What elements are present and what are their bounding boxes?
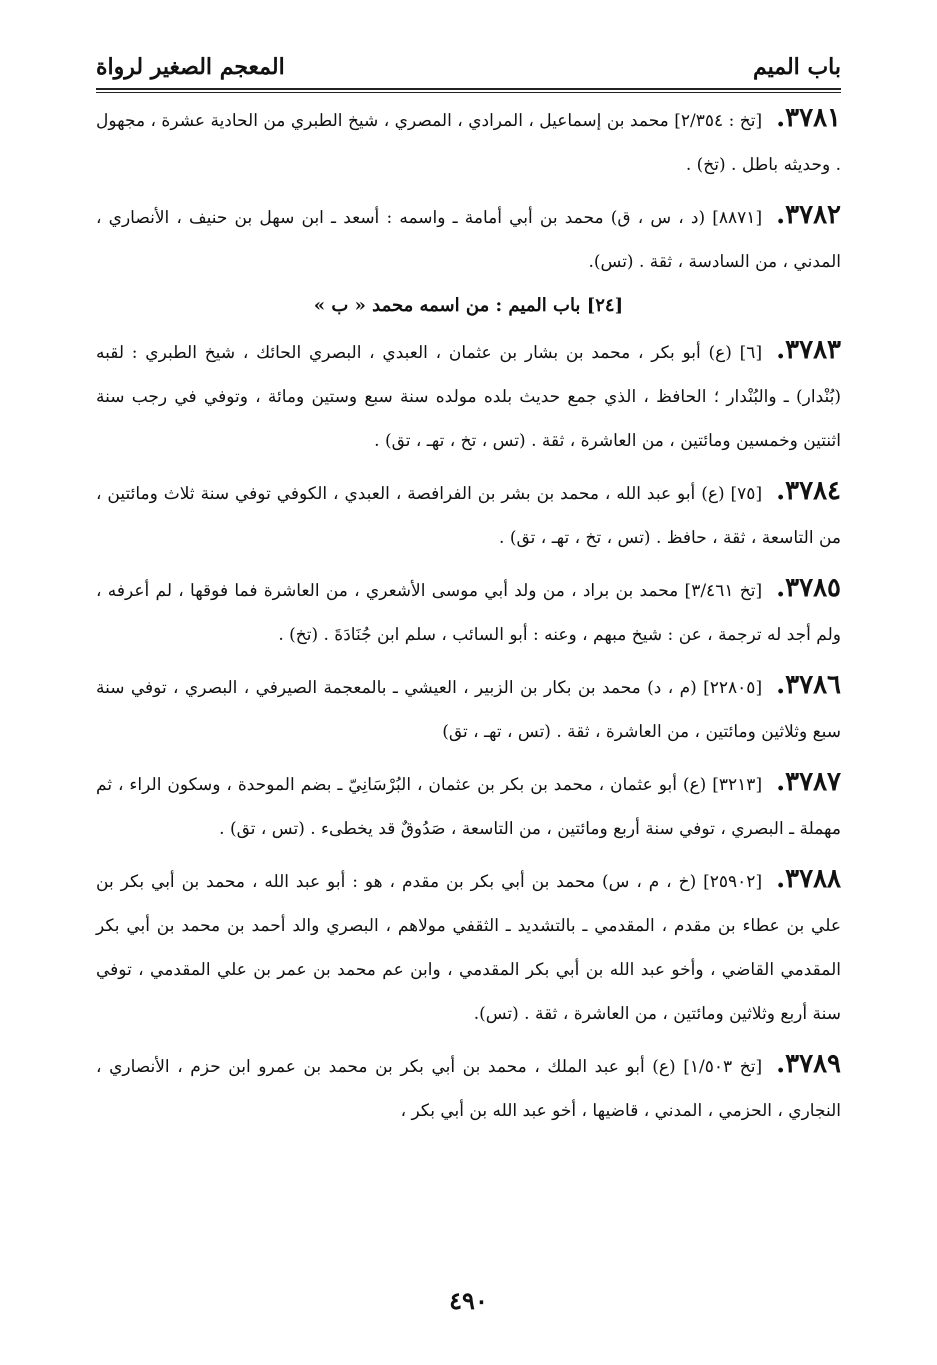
entry-3782 (96, 193, 841, 284)
page-number: ٤٩٠ (449, 1286, 488, 1315)
header-rule (96, 88, 841, 93)
entry-number: ٣٧٨٨. (776, 864, 841, 894)
entry-text: [٣٢١٣] (ع) أبو عثمان ، محمد بن بكر بن عثمان ، البُرْسَانِيّ ـ بضم الموحدة ، وسكون الراء ، ثم مهملة ـ البصري ، توفي سنة أربع ومائتين ، من التاسعة ، صَدُوقٌ قد يخطىء . (تس ، تق) . (96, 775, 841, 839)
book-title: المعجم الصغير لرواة (96, 54, 285, 80)
entry-text: [٢٥٩٠٢] (خ ، م ، س) محمد بن أبي بكر بن مقدم ، هو : أبو عبد الله ، محمد بن أبي بكر بن علي بن عطاء بن مقدم ، المقدمي ـ بالتشديد ـ الثقفي مولاهم ، البصري والد أحمد بن محمد بن أبي بكر المقدمي القاضي ، وأخو عبد الله بن أبي بكر المقدمي ، وابن عم محمد بن عمر بن علي المقدمي ، توفي سنة أربع وثلاثين ومائتين ، من العاشرة ، ثقة . (تس). (96, 872, 841, 1024)
page-header (96, 40, 841, 80)
entry-3785 (96, 566, 841, 657)
entry-3784 (96, 469, 841, 560)
entry-3787 (96, 760, 841, 851)
entry-3788 (96, 857, 841, 1036)
entry-number: ٣٧٨٦. (776, 670, 841, 700)
entry-number: ٣٧٨٩. (776, 1049, 841, 1079)
entry-3789 (96, 1042, 841, 1133)
entry-text: [٢٢٨٠٥] (م ، د) محمد بن بكار بن الزبير ، العيشي ـ بالمعجمة الصيرفي ، البصري ، توفي سنة سبع وثلاثين ومائتين ، من العاشرة ، ثقة . (تس ، تهـ ، تق) (96, 678, 841, 742)
entry-number: ٣٧٨٥. (776, 573, 841, 603)
entry-text: [تخ ١/٥٠٣] (ع) أبو عبد الملك ، محمد بن أبي بكر بن محمد بن عمرو ابن حزم ، الأنصاري ، النجاري ، الحزمي ، المدني ، قاضيها ، أخو عبد الله بن أبي بكر ، (96, 1057, 841, 1121)
entry-number: ٣٧٨٣. (776, 335, 841, 365)
section-title: [٢٤] باب الميم : من اسمه محمد « ب » (313, 295, 624, 316)
entry-text: [٦] (ع) أبو بكر ، محمد بن بشار بن عثمان ، العبدي ، البصري الحائك ، شيخ الطبري : لقبه (بُنْدار) ـ والبُنْدار ؛ الحافظ ، الذي جمع حديث بلده مولده سنة سبع وستين ومائة ، وتوفي في رجب سنة اثنتين وخمسين ومائتين ، من العاشرة ، ثقة . (تس ، تخ ، تهـ ، تق) . (96, 343, 841, 451)
entry-number: ٣٧٨٢. (776, 200, 841, 230)
entry-text: [٨٨٧١] (د ، س ، ق) محمد بن أبي أمامة ـ واسمه : أسعد ـ ابن سهل بن حنيف ، الأنصاري ، المدني ، من السادسة ، ثقة . (تس). (96, 208, 841, 272)
page-body (96, 96, 841, 1133)
entry-3781 (96, 96, 841, 187)
chapter-heading: باب الميم (752, 54, 841, 80)
entry-text: [تخ : ٢/٣٥٤] محمد بن إسماعيل ، المرادي ، المصري ، شيخ الطبري من الحادية عشرة ، مجهول . وحديثه باطل . (تخ) . (96, 111, 841, 175)
entry-3786 (96, 663, 841, 754)
entry-text: [تخ ٣/٤٦١] محمد بن براد ، من ولد أبي موسى الأشعري ، من العاشرة فما فوقها ، لم أعرفه ، ولم أجد له ترجمة ، عن : شيخ مبهم ، وعنه : أبو السائب ، سلم ابن جُنَادَةَ . (تخ) . (96, 581, 841, 645)
entry-number: ٣٧٨٤. (776, 476, 841, 506)
entry-number: ٣٧٨١. (776, 103, 842, 133)
entry-text: [٧٥] (ع) أبو عبد الله ، محمد بن بشر بن الفرافصة ، العبدي ، الكوفي توفي سنة ثلاث ومائتين ، من التاسعة ، ثقة ، حافظ . (تس ، تخ ، تهـ ، تق) . (96, 484, 841, 548)
entry-number: ٣٧٨٧. (776, 767, 841, 797)
entry-3783 (96, 328, 841, 463)
